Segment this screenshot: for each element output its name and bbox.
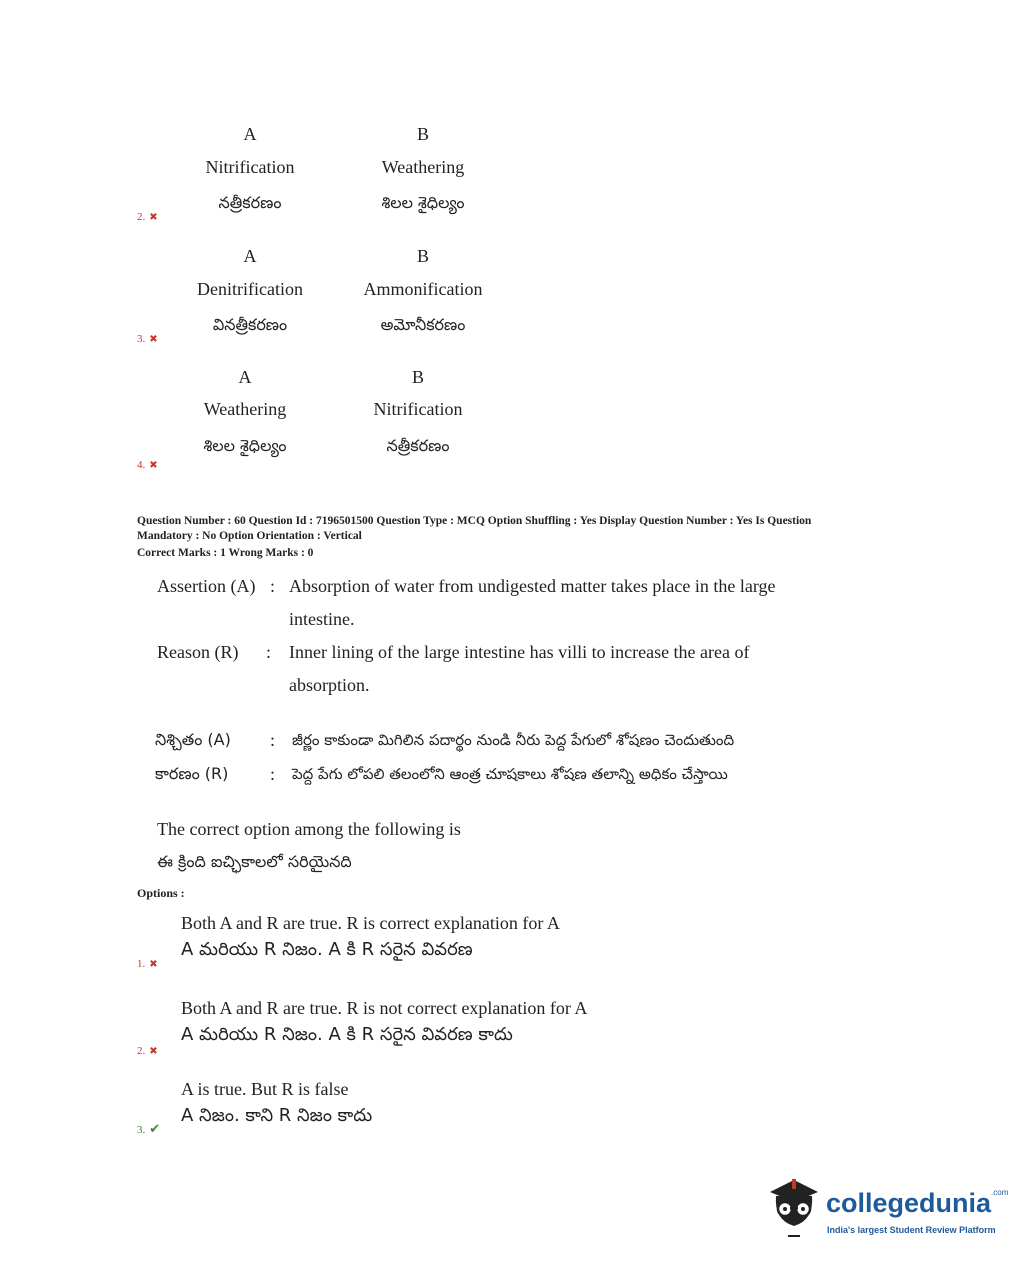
assertion-text-line-1: Absorption of water from undigested matter takes place in the large: [289, 576, 776, 596]
collegedunia-logo[interactable]: [766, 1176, 1009, 1246]
col-b-en: Nitrification: [373, 399, 463, 419]
reason-text-line-1: Inner lining of the large intestine has villi to increase the area of: [289, 642, 750, 662]
cross-icon: ✖: [149, 959, 158, 970]
te-reason-label: కారణం (R): [155, 764, 229, 783]
assertion-colon: :: [270, 576, 276, 596]
prompt-te: ఈ క్రింది ఐచ్ఛికాలలో సరియైనది: [157, 852, 352, 871]
question-meta-line-1: Question Number : 60 Question Id : 7196501500 Question Type : MCQ Option Shuffling : Yes Display Question Number : Yes Is Question: [137, 515, 812, 527]
col-b-en: Ammonification: [363, 279, 483, 299]
option-number: 3. ✔: [137, 1122, 161, 1137]
col-a-head: A: [238, 367, 252, 387]
options-label: Options :: [137, 886, 185, 900]
check-icon: ✔: [149, 1122, 161, 1137]
col-a-en: Denitrification: [197, 279, 303, 299]
prompt-en: The correct option among the following is: [157, 819, 461, 839]
cross-icon: ✖: [149, 334, 158, 345]
logo-wordmark: collegedunia$^{.com}$: [826, 1188, 1009, 1218]
col-a-te: శిలల శైధిల్యం: [203, 436, 287, 455]
col-b-te: అమోనీకరణం: [380, 315, 466, 334]
col-a-te: వినత్రీకరణం: [212, 315, 288, 334]
col-a-head: A: [243, 124, 257, 144]
assertion-text-line-2: intestine.: [289, 609, 355, 629]
cross-icon: ✖: [149, 460, 158, 471]
option-text-en: Both A and R are true. R is correct explanation for A: [181, 913, 560, 933]
col-a-en: Weathering: [203, 399, 287, 419]
col-b-head: B: [416, 246, 429, 266]
assertion-label: Assertion (A): [157, 576, 256, 596]
te-reason-text: పెద్ద పేగు లోపలి తలంలోని ఆంత్ర చూషకాలు శోషణ తలాన్ని అధికం చేస్తాయి: [292, 765, 728, 783]
option-text-te: A నిజం. కాని R నిజం కాదు: [181, 1105, 373, 1126]
option-number: 1. ✖: [137, 958, 158, 970]
te-reason-colon: :: [270, 764, 276, 784]
cross-icon: ✖: [149, 1046, 158, 1057]
option-number: 4. ✖: [137, 459, 158, 471]
option-number: 2. ✖: [137, 1045, 158, 1057]
reason-label: Reason (R): [157, 642, 239, 662]
col-b-head: B: [416, 124, 429, 144]
te-assertion-text: జీర్ణం కాకుండా మిగిలిన పదార్థం నుండి నీరు పెద్ద పేగులో శోషణం చెందుతుంది: [292, 731, 735, 749]
logo-tagline: India's largest Student Review Platform: [827, 1225, 996, 1235]
col-a-te: నత్రీకరణం: [218, 193, 282, 212]
te-assertion-colon: :: [270, 730, 276, 750]
col-b-head: B: [411, 367, 424, 387]
reason-colon: :: [266, 642, 272, 662]
cross-icon: ✖: [149, 212, 158, 223]
question-meta-line-3: Correct Marks : 1 Wrong Marks : 0: [137, 547, 314, 559]
col-b-en: Weathering: [381, 157, 465, 177]
option-number: 3. ✖: [137, 333, 158, 345]
student-mascot-icon: [766, 1176, 824, 1244]
option-text-en: Both A and R are true. R is not correct explanation for A: [181, 998, 588, 1018]
col-a-head: A: [243, 246, 257, 266]
col-b-te: నత్రీకరణం: [386, 436, 450, 455]
reason-text-line-2: absorption.: [289, 675, 370, 695]
col-a-en: Nitrification: [205, 157, 295, 177]
option-text-en: A is true. But R is false: [181, 1079, 349, 1099]
option-text-te: A మరియు R నిజం. A కి R సరైన వివరణ: [181, 939, 473, 960]
option-text-te: A మరియు R నిజం. A కి R సరైన వివరణ కాదు: [181, 1024, 513, 1045]
te-assertion-label: నిశ్చితం (A): [155, 730, 231, 749]
question-meta-line-2: Mandatory : No Option Orientation : Vertical: [137, 530, 362, 542]
col-b-te: శిలల శైధిల్యం: [381, 193, 465, 212]
logo-domain: .com: [991, 1188, 1009, 1197]
option-number: 2. ✖: [137, 211, 158, 223]
